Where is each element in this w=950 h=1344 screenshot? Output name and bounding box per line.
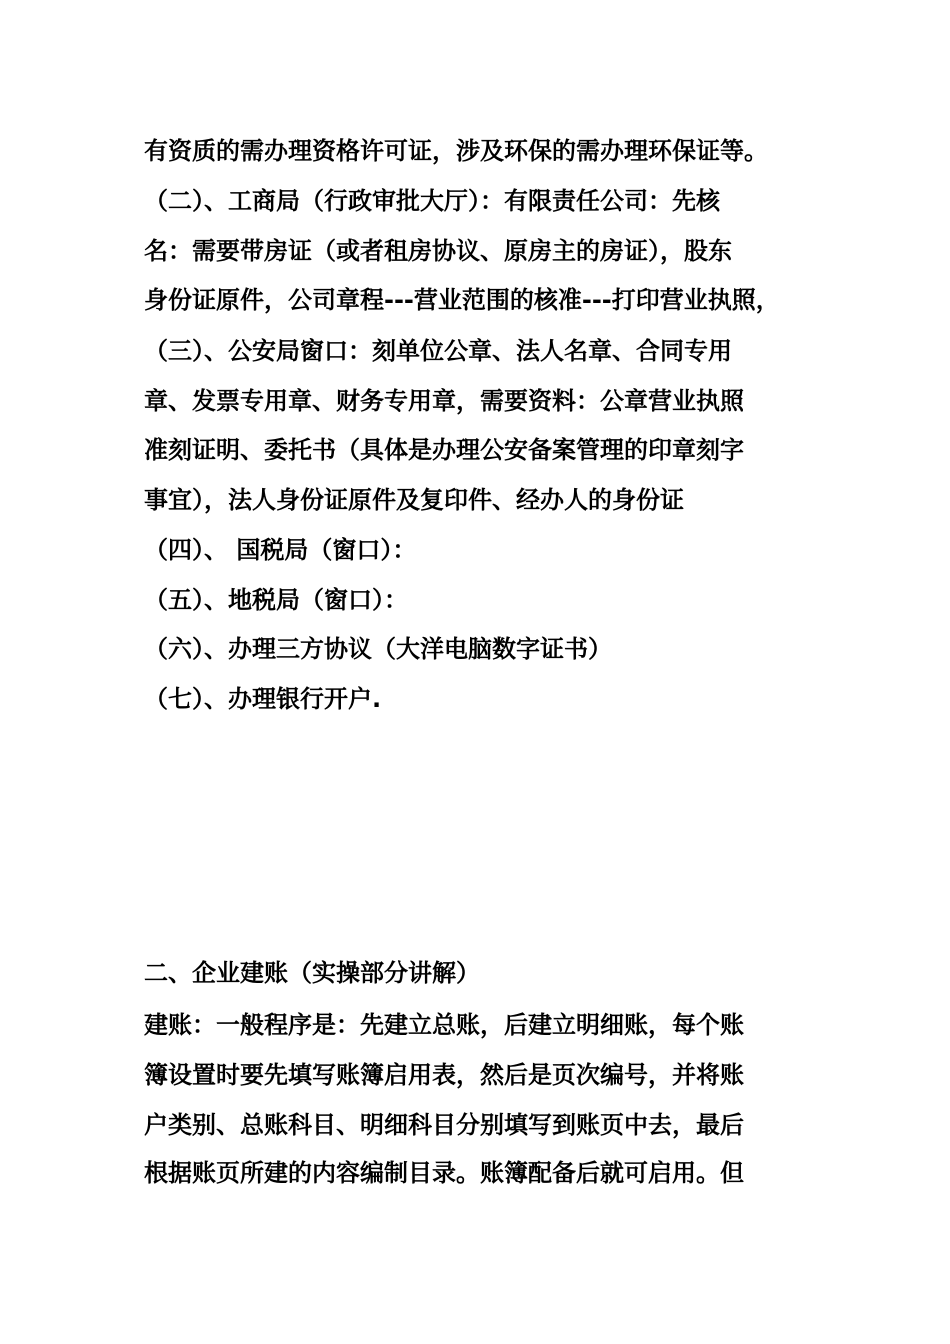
paragraph-line: 建账：一般程序是：先建立总账，后建立明细账，每个账 bbox=[144, 1011, 744, 1039]
paragraph-line: 身份证原件，公司章程---营业范围的核准---打印营业执照， bbox=[144, 286, 780, 314]
section-heading: 二、企业建账（实操部分讲解） bbox=[144, 959, 480, 987]
list-item: （六）、办理三方协议（大洋电脑数字证书） bbox=[144, 635, 612, 663]
list-item: （七）、办理银行开户. bbox=[144, 685, 382, 713]
paragraph-line: 章、发票专用章、财务专用章，需要资料：公章营业执照 bbox=[144, 387, 744, 415]
paragraph-line: 根据账页所建的内容编制目录。账簿配备后就可启用。但 bbox=[144, 1159, 744, 1187]
paragraph-line: 事宜），法人身份证原件及复印件、经办人的身份证 bbox=[144, 486, 684, 514]
paragraph-line: 准刻证明、委托书（具体是办理公安备案管理的印章刻字 bbox=[144, 436, 744, 464]
paragraph-line: （三）、公安局窗口：刻单位公章、法人名章、合同专用 bbox=[144, 337, 732, 365]
paragraph-line: 有资质的需办理资格许可证，涉及环保的需办理环保证等。 bbox=[144, 137, 768, 165]
list-item: （五）、地税局（窗口）： bbox=[144, 586, 408, 614]
paragraph-line: 簿设置时要先填写账簿启用表，然后是页次编号，并将账 bbox=[144, 1061, 744, 1089]
paragraph-line: 名：需要带房证（或者租房协议、原房主的房证），股东 bbox=[144, 237, 732, 265]
paragraph-line: （二）、工商局（行政审批大厅）：有限责任公司：先核 bbox=[144, 187, 720, 215]
list-item: （四）、 国税局（窗口）： bbox=[144, 536, 417, 564]
paragraph-line: 户类别、总账科目、明细科目分别填写到账页中去，最后 bbox=[144, 1111, 744, 1139]
